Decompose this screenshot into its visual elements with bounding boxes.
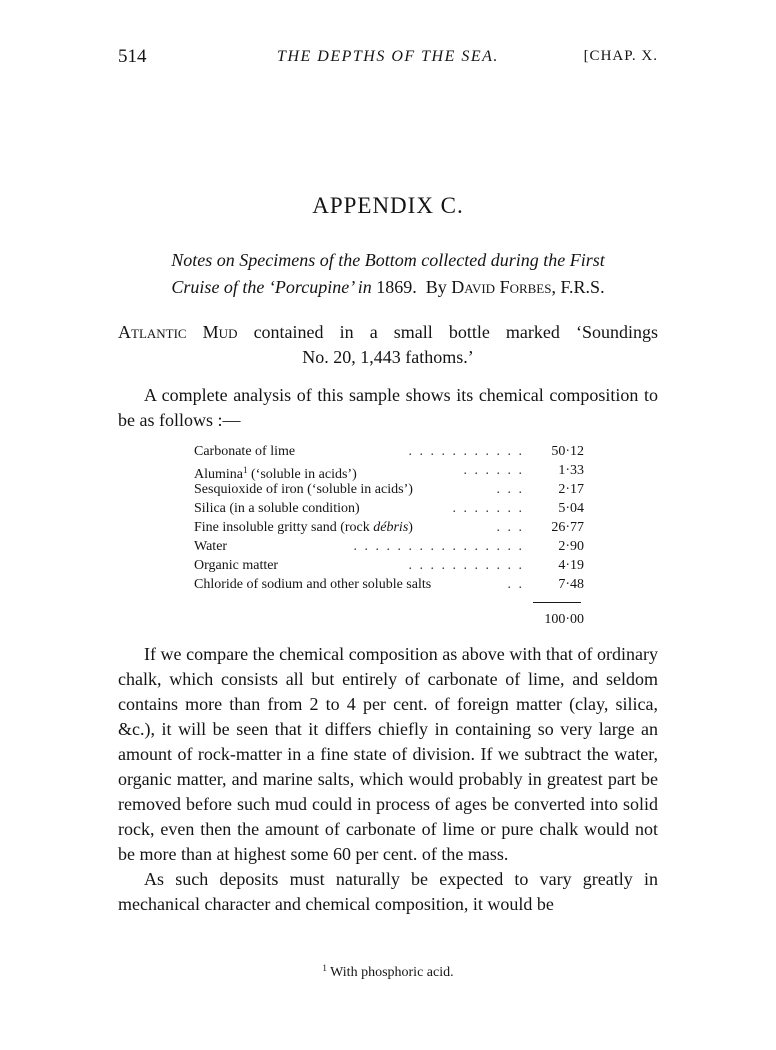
notes-title-part2: Cruise of the ‘Porcupine’ in [171, 277, 372, 297]
analysis-value: 5·04 [558, 501, 584, 516]
running-header [118, 46, 658, 76]
dot-leader: . . . . . . . . . . . [408, 444, 524, 459]
notes-author: David Forbes [451, 277, 552, 297]
analysis-label: Carbonate of lime [194, 444, 296, 459]
paragraph: As such deposits must naturally be expected to vary greatly in mechanical character and chemical composition, it would be [118, 869, 658, 914]
body-text [118, 642, 658, 917]
analysis-value: 2·17 [558, 482, 584, 497]
footnote-text: With phosphoric acid. [330, 965, 454, 980]
analysis-row [194, 556, 584, 575]
dot-leader: . . . . . . . [452, 501, 524, 516]
sample-description [118, 320, 658, 370]
footnote-mark: 1 [322, 963, 327, 973]
notes-credential: , F.R.S. [551, 277, 605, 297]
analysis-total: 100·00 [544, 612, 584, 627]
analysis-row [194, 518, 584, 537]
notes-title-part1: Notes on Specimens of the Bottom collected during the First [171, 250, 605, 270]
analysis-table [194, 442, 584, 594]
dot-leader: . . . . . . . . . . . . . . . . [353, 539, 524, 554]
page-number: 514 [118, 46, 147, 67]
analysis-label: Sesquioxide of iron (‘soluble in acids’) [194, 482, 413, 497]
analysis-label: Organic matter [194, 558, 279, 573]
analysis-value: 2·90 [558, 539, 584, 554]
chapter-marker: [CHAP. X. [583, 48, 658, 64]
dot-leader: . . . [496, 520, 524, 535]
appendix-title: APPENDIX C. [312, 193, 464, 218]
sample-line-1 [118, 320, 658, 345]
notes-year: 1869. [376, 277, 417, 297]
intro-paragraph: A complete analysis of this sample shows its chemical composition to be as follows :— [118, 385, 658, 430]
dot-leader: . . . [496, 482, 524, 497]
dot-leader: . . . . . . . . . . . [408, 558, 524, 573]
analysis-label: Alumina$^1$ (‘soluble in acids’) [194, 465, 357, 482]
analysis-row [194, 499, 584, 518]
analysis-row [194, 442, 584, 461]
analysis-value: 1·33 [558, 463, 584, 478]
running-title: THE DEPTHS OF THE SEA. [277, 48, 499, 65]
notes-by: By [425, 277, 447, 297]
sample-name: Atlantic Mud [118, 322, 238, 342]
analysis-value: 26·77 [551, 520, 584, 535]
sample-line-1-text: contained in a small bottle marked ‘Soundings [253, 322, 658, 342]
analysis-row [194, 575, 584, 594]
analysis-row [194, 480, 584, 499]
sample-line-2: No. 20, 1,443 fathoms.’ [302, 347, 474, 367]
notes-heading [118, 247, 658, 301]
analysis-value: 50·12 [551, 444, 584, 459]
analysis-value: 4·19 [558, 558, 584, 573]
total-rule [533, 602, 581, 603]
analysis-label: Water [194, 539, 228, 554]
analysis-label: Fine insoluble gritty sand (rock débris) [194, 520, 413, 535]
footnote-mark: 1 [243, 465, 248, 475]
analysis-value: 7·48 [558, 577, 584, 592]
analysis-label: Silica (in a soluble condition) [194, 501, 360, 516]
footnote [0, 963, 776, 981]
dot-leader: . . [507, 577, 524, 592]
paragraph: If we compare the chemical composition as above with that of ordinary chalk, which consists all but entirely of carbonate of lime, and seldom contains more than from 2 to 4 per cent. of foreign matter (clay, silica, &c.), it will be seen that it differs chiefly in containing so very large an amount of rock-matter in a fine state of division. If we subtract the water, organic matter, and marine salts, which would probably in greatest part be removed before such mud could in process of ages be converted into solid rock, even then the amount of carbonate of lime or pure chalk would not be more than at highest some 60 per cent. of the mass. [118, 644, 658, 864]
analysis-row [194, 537, 584, 556]
analysis-label: Chloride of sodium and other soluble salts [194, 577, 432, 592]
analysis-row [194, 461, 584, 480]
dot-leader: . . . . . . [463, 463, 524, 478]
